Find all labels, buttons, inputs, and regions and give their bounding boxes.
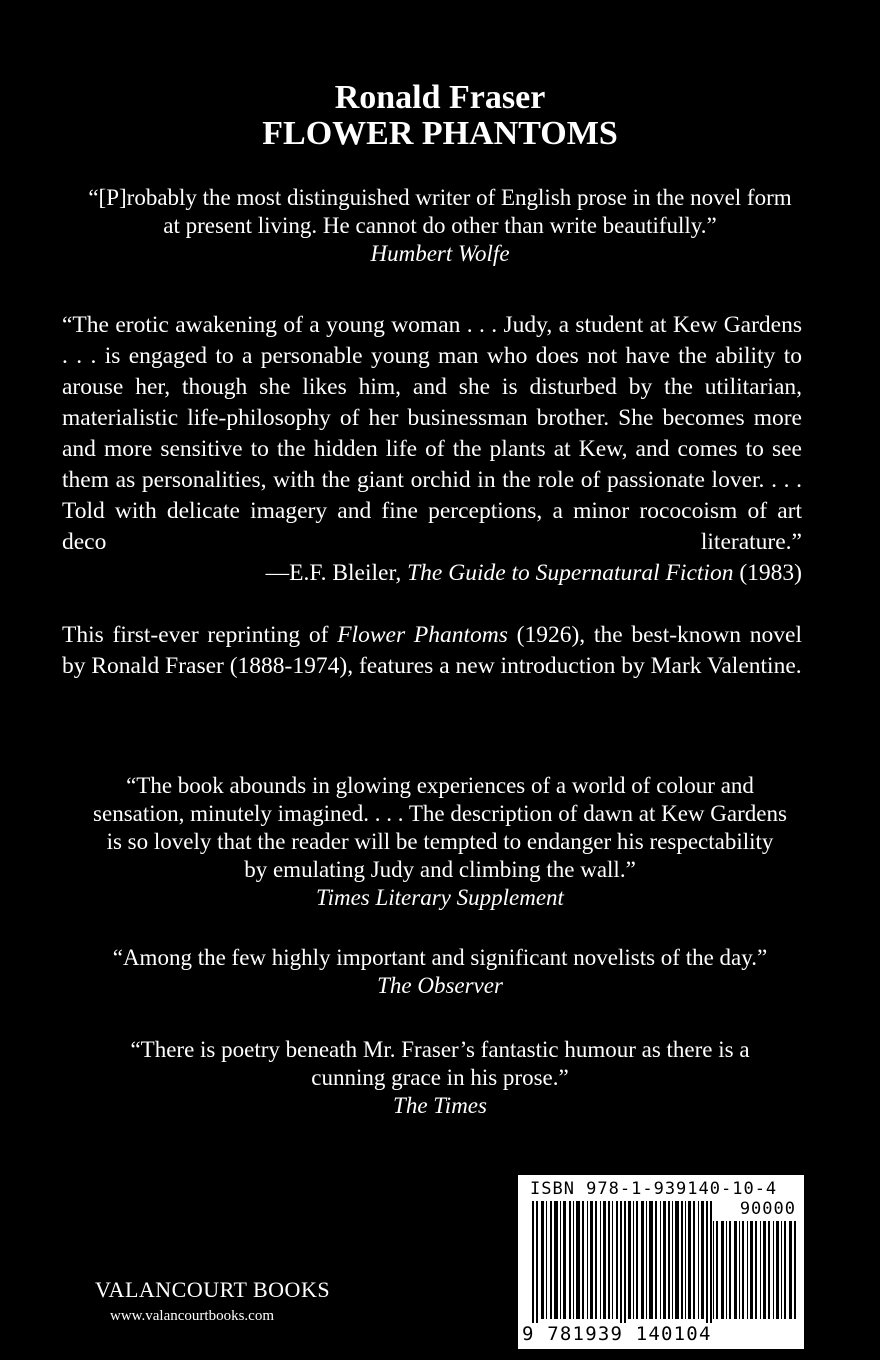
- source-year: (1983): [733, 560, 802, 586]
- book-title: FLOWER PHANTOMS: [262, 115, 618, 152]
- quote-source: The Times: [393, 1093, 487, 1118]
- isbn-barcode: [518, 1175, 804, 1349]
- author-name: Ronald Fraser: [334, 79, 546, 116]
- barcode-bars-addon: [713, 1221, 797, 1319]
- reprint-note: [62, 620, 802, 682]
- quote-observer: [40, 944, 840, 1000]
- quote-wolfe: [40, 184, 840, 268]
- quote-line: by emulating Judy and climbing the wall.”: [244, 857, 636, 882]
- source-work: The Guide to Supernatural Fiction: [407, 560, 734, 586]
- reprint-work: Flower Phantoms: [337, 622, 508, 648]
- quote-source: Humbert Wolfe: [370, 241, 510, 266]
- quote-line: at present living. He cannot do other than write beautifully.”: [163, 213, 717, 238]
- price-code: 90000: [739, 1199, 796, 1219]
- quote-bleiler: [62, 310, 802, 589]
- quote-line: sensation, minutely imagined. . . . The description of dawn at Kew Gardens: [93, 801, 787, 826]
- quote-line: is so lovely that the reader will be tempted to endanger his respectability: [106, 829, 774, 854]
- quote-text: “The erotic awakening of a young woman . . . Judy, a student at Kew Gardens . . . is engaged to a personable young man who does not have the ability to arouse her, though she likes him, and she is disturbed by the utilitarian, materialistic life-philosophy of her businessman brother. She becomes more and more sensitive to the hidden life of the plants at Kew, and comes to see them as personalities, with the giant orchid in the role of passionate lover. . . . Told with delicate imagery and fine perceptions, a minor rococoism of art deco literature.”: [62, 312, 802, 555]
- source-prefix: —E.F. Bleiler,: [265, 560, 408, 586]
- quote-times: [40, 1036, 840, 1120]
- publisher-website[interactable]: www.valancourtbooks.com: [110, 1308, 274, 1324]
- publisher-name: VALANCOURT BOOKS: [95, 1277, 331, 1302]
- quote-line: “[P]robably the most distinguished writer of English prose in the novel form: [88, 185, 792, 210]
- quote-source: The Observer: [377, 973, 503, 998]
- quote-source: Times Literary Supplement: [316, 885, 564, 910]
- quote-line: cunning grace in his prose.”: [311, 1065, 569, 1090]
- quote-line: “Among the few highly important and significant novelists of the day.”: [112, 945, 768, 970]
- barcode-bars-main: [532, 1201, 712, 1323]
- quote-tls: [40, 772, 840, 912]
- quote-source: [62, 558, 802, 589]
- reprint-post: (1926), the best-known novel by Ronald Fraser (1888-1974), features a new introduction by Mark Valentine.: [62, 622, 803, 679]
- ean-number: 9 781939 140104: [522, 1323, 712, 1345]
- isbn-number: ISBN 978-1-939140-10-4: [530, 1179, 778, 1199]
- reprint-pre: This first-ever reprinting of: [62, 622, 338, 648]
- quote-line: “There is poetry beneath Mr. Fraser’s fantastic humour as there is a: [130, 1037, 750, 1062]
- quote-line: “The book abounds in glowing experiences of a world of colour and: [126, 773, 754, 798]
